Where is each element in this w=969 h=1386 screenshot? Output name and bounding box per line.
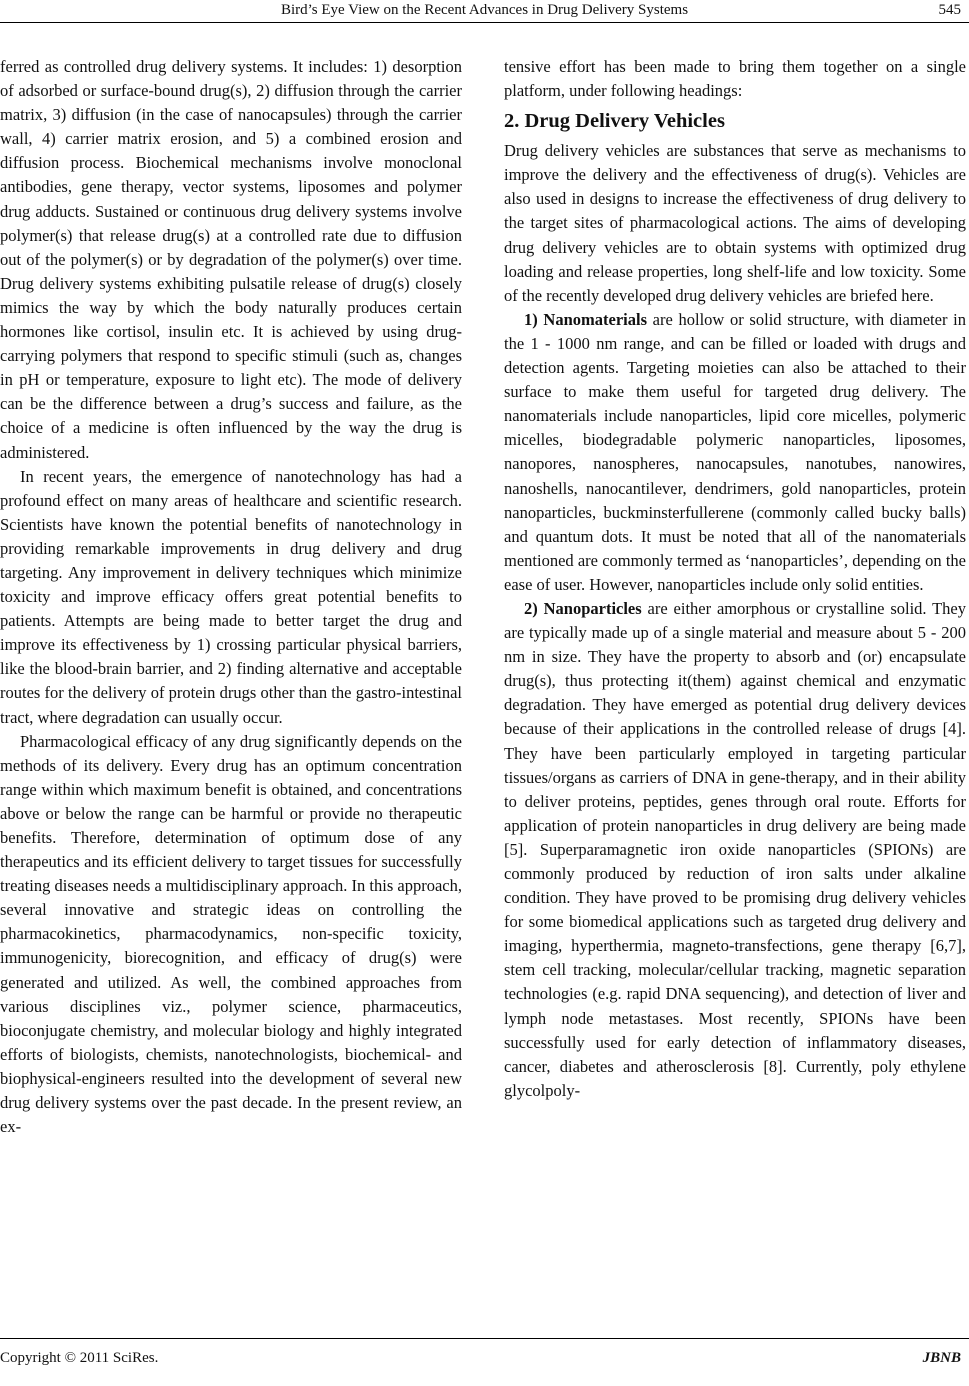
paragraph-continued: ferred as controlled drug delivery systems. It includes: 1) desorption of adsorbed or surface-bound drug(s), 2) diffusion through the carrier matrix, 3) diffusion (in the case of nanocapsules) through the carrier wall, 4) carrier matrix erosion, and 5) a combined erosion and diffusion process. Biochemical mechanisms involve monoclonal antibodies, gene therapy, vector systems, liposomes and polymer drug adducts. Sustained or continuous drug delivery systems involve polymer(s) that release drug(s) at a controlled rate due to diffusion out of the polymer(s) or by degradation of the polymer(s) over time. Drug delivery systems exhibiting pulsatile release of drug(s) closely mimics the way by which the body naturally produces certain hormones like cortisol, insulin etc. It is achieved by using drug-carrying polymers that respond to specific stimuli (such as, changes in pH or temperature, exposure to light etc). The mode of delivery can be the difference between a drug’s success and failure, as the choice of a medicine is often influenced by the way the drug is administered. <box>0 57 462 462</box>
paragraph-nanoparticles <box>504 597 966 1103</box>
right-column <box>504 55 966 1103</box>
term-nanoparticles: 2) Nanoparticles <box>524 598 642 618</box>
paragraph-vehicles: Drug delivery vehicles are substances that serve as mechanisms to improve the delivery and the effectiveness of drug(s). Vehicles are also used in designs to increase the effectiveness of drug delivery to the target sites of pharmacological actions. The aims of developing drug delivery vehicles are to obtain systems with optimized drug loading and release properties, long shelf-life and low toxicity. Some of the recently developed drug delivery vehicles are briefed here. <box>504 141 966 305</box>
nanoparticles-text: are either amorphous or crystalline solid. They are typically made up of a single material and measure about 5 - 200 nm in size. They have the property to absorb and (or) encapsulate drug(s), thus protecting it(them) against chemical and enzymatic degradation. They have emerged as potential drug delivery devices because of their applications in the controlled release of drugs [4]. They have been particularly employed in targeting particular tissues/organs as carriers of DNA in gene-therapy, and in their ability to deliver proteins, peptides, genes through oral route. Efforts for application of protein nanoparticles in drug delivery are being made [5]. Superparamagnetic iron oxide nanoparticles (SPIONs) are commonly produced by reduction of iron salts under alkaline condition. They have proved to be promising drug delivery vehicles for some biomedical applications such as targeted drug delivery and imaging, hyperthermia, magneto-transfections, gene therapy [6,7], stem cell tracking, molecular/cellular tracking, magnetic separation technologies (e.g. rapid DNA sequencing), and detection of liver and lymph node metastases. Most recently, SPIONs have been successfully used for early detection of inflammatory diseases, cancer, diabetes and atherosclerosis [8]. Currently, poly ethylene glycolpoly- <box>504 598 967 1100</box>
paragraph-nanomaterials <box>504 308 966 597</box>
nanomaterials-text: are hollow or solid structure, with diameter in the 1 - 1000 nm range, and can be filled or loaded with drugs and detection agents. Targeting moieties can also be attached to their surface to make them useful for targeted drug delivery. The nanomaterials include nanoparticles, lipid core micelles, polymeric micelles, biodegradable polymeric nanoparticles, liposomes, nanopores, nanospheres, nanocapsules, nanotubes, nanowires, nanoshells, nanocantilever, dendrimers, gold nanoparticles, protein nanoparticles, buckminsterfullerene (commonly called bucky balls) and quantum dots. It must be noted that all of the nanomaterials mentioned are commonly termed as ‘nanoparticles’, depending on the ease of user. However, nanoparticles include only solid entities. <box>504 309 966 594</box>
header-rule <box>0 22 969 23</box>
footer-rule <box>0 1338 969 1339</box>
page-number: 545 <box>938 2 961 18</box>
term-nanomaterials: 1) Nanomaterials <box>524 309 647 329</box>
copyright: Copyright © 2011 SciRes. <box>0 1350 159 1366</box>
page-header <box>0 0 969 22</box>
paragraph-nanotechnology: In recent years, the emergence of nanotechnology has had a profound effect on many areas of healthcare and scientific research. Scientists have known the potential benefits of nanotechnology in providing remarkable improvements in drug delivery and drug targeting. Any improvement in delivery techniques which minimize toxicity and improve efficacy offers great potential benefits to patients. Attempts are being made to better target the drug and improve its effectiveness by 1) crossing particular physical barriers, like the blood-brain barrier, and 2) finding alternative and acceptable routes for the delivery of protein drugs other than the gastro-intestinal tract, where degradation can usually occur. <box>0 466 462 727</box>
left-column <box>0 55 462 1139</box>
page-footer <box>0 1338 969 1378</box>
section-heading: 2. Drug Delivery Vehicles <box>504 110 725 133</box>
paragraph-pharmacological-efficacy: Pharmacological efficacy of any drug significantly depends on the methods of its delivery. Every drug has an optimum concentration range within which maximum benefit is obtained, and concentrations above or below the range can be harmful or provide no therapeutic benefits. Therefore, determination of optimum dose of any therapeutics and its efficient delivery to target tissues for successfully treating diseases needs a multidisciplinary approach. In this approach, several innovative and strategic ideas on controlling the pharmacokinetics, pharmacodynamics, non-specific toxicity, immunogenicity, biorecognition, and efficacy of drug(s) were generated and utilized. As well, the combined approaches from various disciplines viz., polymer science, pharmaceutics, bioconjugate chemistry, and molecular biology and highly integrated efforts of biologists, chemists, nanotechnologists, biochemical- and biophysical-engineers resulted into the development of several new drug delivery systems over the past decade. In the present review, an ex- <box>0 731 462 1137</box>
journal-abbreviation: JBNB <box>922 1350 961 1366</box>
paragraph-intro-continued: tensive effort has been made to bring them together on a single platform, under following headings: <box>504 57 966 101</box>
running-title: Bird’s Eye View on the Recent Advances in Drug Delivery Systems <box>280 2 689 18</box>
